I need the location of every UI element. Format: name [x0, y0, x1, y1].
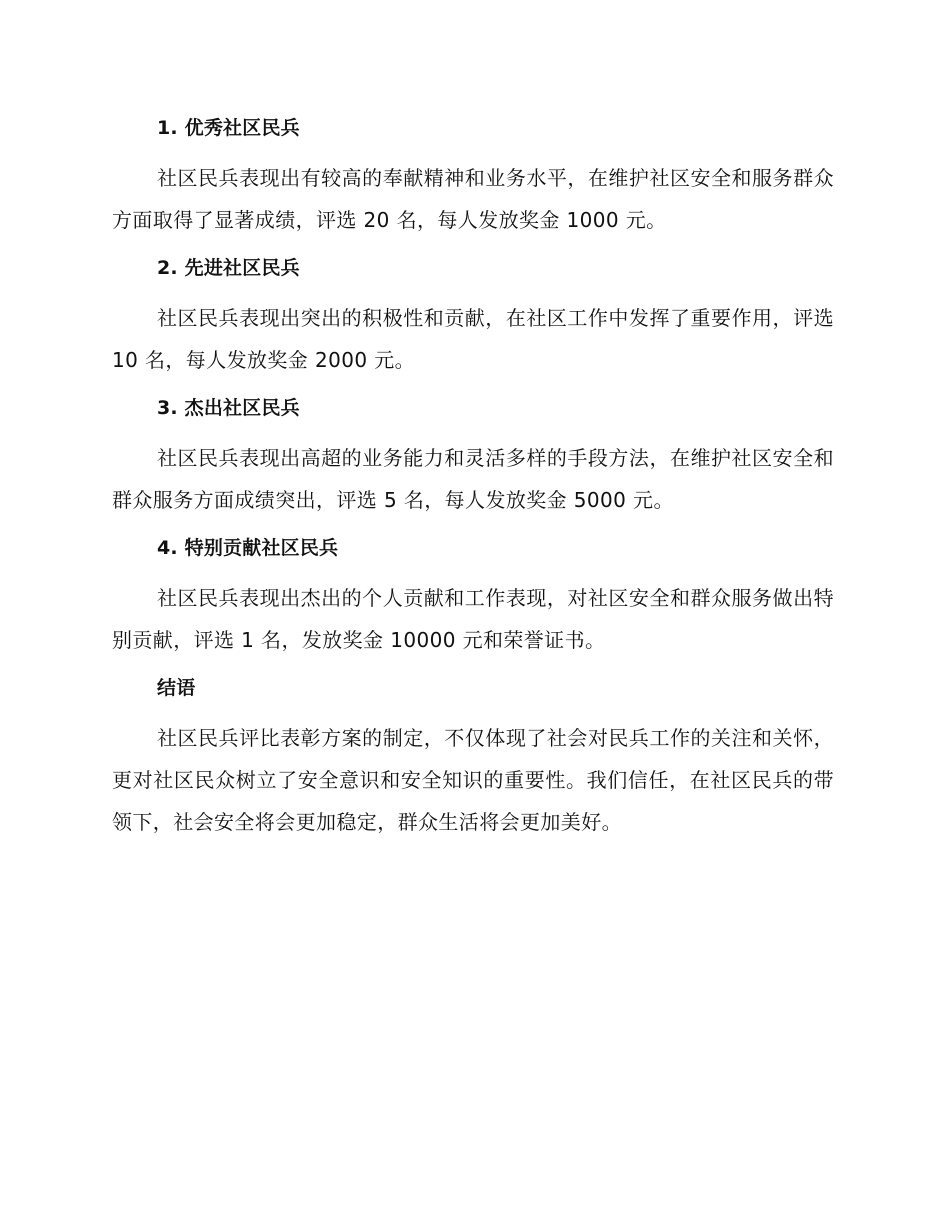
- section-heading-excellent: 1. 优秀社区民兵: [157, 117, 300, 139]
- document-content: [112, 112, 834, 843]
- section-body-excellent: 社区民兵表现出有较高的奉献精神和业务水平，在维护社区安全和服务群众方面取得了显著成绩，评选 20 名，每人发放奖金 1000 元。: [112, 166, 834, 232]
- section-heading-outstanding: 3. 杰出社区民兵: [157, 397, 300, 419]
- section-heading-conclusion: 结语: [157, 677, 196, 699]
- section-body-advanced: 社区民兵表现出突出的积极性和贡献，在社区工作中发挥了重要作用，评选 10 名，每人发放奖金 2000 元。: [112, 306, 834, 372]
- section-heading-advanced: 2. 先进社区民兵: [157, 257, 300, 279]
- section-body-conclusion: 社区民兵评比表彰方案的制定，不仅体现了社会对民兵工作的关注和关怀，更对社区民众树立了安全意识和安全知识的重要性。我们信任，在社区民兵的带领下，社会安全将会更加稳定，群众生活将会更加美好。: [112, 726, 834, 834]
- section-body-special-contribution: 社区民兵表现出杰出的个人贡献和工作表现，对社区安全和群众服务做出特别贡献，评选 1 名，发放奖金 10000 元和荣誉证书。: [112, 586, 834, 652]
- section-body-outstanding: 社区民兵表现出高超的业务能力和灵活多样的手段方法，在维护社区安全和群众服务方面成绩突出，评选 5 名，每人发放奖金 5000 元。: [112, 446, 834, 512]
- section-heading-special-contribution: 4. 特别贡献社区民兵: [157, 537, 339, 559]
